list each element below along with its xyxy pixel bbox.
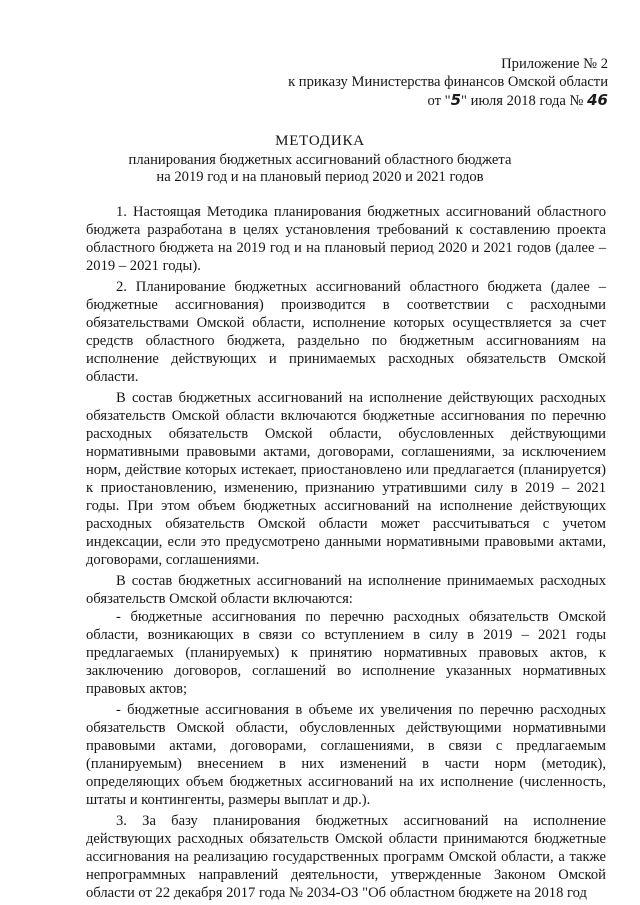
order-reference: к приказу Министерства финансов Омской области <box>288 74 608 90</box>
paragraph-5: - бюджетные ассигнования по перечню расходных обязательств Омской области, возникающих в связи со вступлением в силу в 2019 – 2021 годы предлагаемых (планируемых) к принятию нормативных правовых актов, к заключению договоров, соглашений во исполнение указанных нормативных правовых актов; <box>86 609 606 697</box>
handwritten-day: 5 <box>450 91 462 109</box>
paragraph-3: В состав бюджетных ассигнований на исполнение действующих расходных обязательств Омской области включаются бюджетные ассигнования по перечню расходных обязательств Омской области, обусловленных действующими нормативными правовыми актами, договорами, соглашениями, за исключением норм, действие которых истекает, приостановлено или предлагается (планируется) к приостановлению, изменению, признанию утратившими силу в 2019 – 2021 годы. При этом объем бюджетных ассигнований на исполнение действующих расходных обязательств Омской области может рассчитываться с учетом индексации, если это предусмотрено данными нормативными правовыми актами, договорами, соглашениями. <box>86 390 606 568</box>
document-title-block <box>0 133 640 187</box>
paragraph-1: 1. Настоящая Методика планирования бюджетных ассигнований областного бюджета разработана в целях установления требований к составлению проекта областного бюджета на 2019 год и на плановый период 2020 и 2021 годов (далее – 2019 – 2021 годы). <box>86 204 606 274</box>
date-prefix: от " <box>427 93 451 109</box>
document-subtitle-line-1: планирования бюджетных ассигнований областного бюджета <box>128 151 512 168</box>
appendix-header <box>188 55 608 110</box>
document-title: МЕТОДИКА <box>275 133 365 149</box>
date-middle: " июля 2018 года № <box>461 93 584 109</box>
document-body <box>86 203 606 902</box>
paragraph-6: - бюджетные ассигнования в объеме их увеличения по перечню расходных обязательств Омской области, обусловленных действующими нормативными правовыми актами, договорами, соглашениями, в связи с предлагаемым (планируемым) внесением в них изменений в части норм (методик), определяющих объем бюджетных ассигнований на их исполнение (численность, штаты и контингенты, размеры выплат и др.). <box>86 702 606 808</box>
appendix-number: Приложение № 2 <box>501 56 608 72</box>
order-date-line <box>188 91 608 110</box>
paragraph-7: 3. За базу планирования бюджетных ассигнований на исполнение действующих расходных обязательств Омской области принимаются бюджетные ассигнования на реализацию государственных программ Омской области, а также непрограммных направлений деятельности, утвержденные Законом Омской области от 22 декабря 2017 года № 2034-ОЗ "Об областном бюджете на 2018 год <box>86 813 606 901</box>
handwritten-order-number: 46 <box>587 91 608 109</box>
document-subtitle-line-2: на 2019 год и на плановый период 2020 и 2021 годов <box>156 169 484 185</box>
paragraph-4: В состав бюджетных ассигнований на исполнение принимаемых расходных обязательств Омской области включаются: <box>86 573 606 607</box>
paragraph-2: 2. Планирование бюджетных ассигнований областного бюджета (далее – бюджетные ассигнования) производится в соответствии с расходными обязательствами Омской области, исполнение которых осуществляется за счет средств областного бюджета, раздельно по бюджетным ассигнованиям на исполнение действующих и принимаемых расходных обязательств Омской области. <box>86 279 606 385</box>
